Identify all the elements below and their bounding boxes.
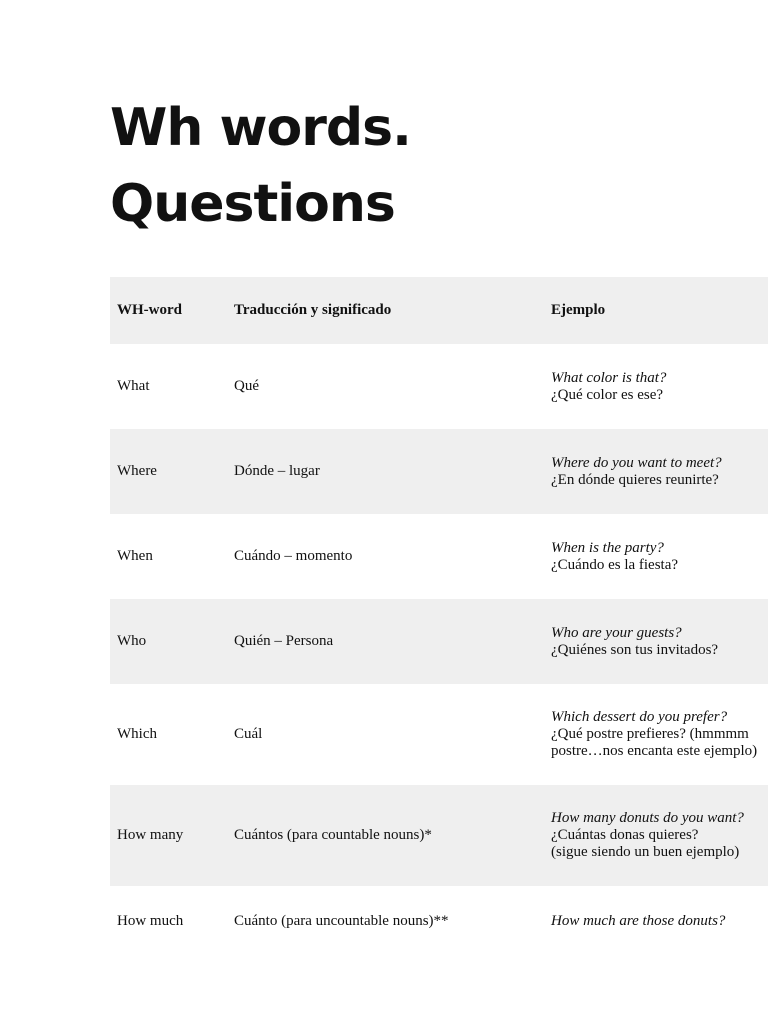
- example-cell: [544, 913, 768, 930]
- example-spanish: ¿Qué color es ese?: [551, 386, 664, 403]
- table-row: [110, 429, 768, 514]
- translation-cell: Cuánto (para uncountable nouns)**: [234, 912, 449, 929]
- translation-cell: Quién – Persona: [234, 633, 334, 649]
- wh-word-cell: What: [117, 378, 150, 394]
- example-spanish: ¿Qué postre prefieres? (hmmmm: [551, 726, 749, 742]
- example-english: What color is that?: [551, 369, 667, 386]
- wh-words-table: [110, 277, 768, 956]
- header-wh-word: WH-word: [117, 302, 182, 318]
- example-cell: [544, 455, 768, 489]
- wh-word-cell: How much: [117, 912, 184, 929]
- header-example: Ejemplo: [551, 302, 606, 318]
- translation-cell: Cuál: [234, 726, 263, 742]
- example-cell: [544, 370, 768, 404]
- translation-cell: Cuántos (para countable nouns)*: [234, 827, 432, 843]
- example-cell: [544, 540, 768, 574]
- example-cell: [544, 625, 768, 659]
- example-spanish: ¿En dónde quieres reunirte?: [551, 471, 719, 488]
- translation-cell: Dónde – lugar: [234, 463, 320, 479]
- table-row: [110, 514, 768, 599]
- table-row: [110, 886, 768, 956]
- wh-word-cell: Where: [117, 463, 157, 479]
- table-row: [110, 684, 768, 785]
- example-spanish: postre…nos encanta este ejemplo): [551, 743, 758, 759]
- example-cell: [544, 810, 768, 861]
- example-english: Who are your guests?: [551, 624, 682, 641]
- example-english: How many donuts do you want?: [551, 810, 744, 826]
- header-translation: Traducción y significado: [234, 302, 392, 318]
- table-header-row: [110, 277, 768, 344]
- wh-word-cell: Who: [117, 633, 147, 649]
- example-english: When is the party?: [551, 539, 664, 556]
- translation-cell: Cuándo – momento: [234, 548, 353, 564]
- page-title: [110, 90, 670, 242]
- example-spanish: (sigue siendo un buen ejemplo): [551, 844, 740, 860]
- table-row: [110, 344, 768, 429]
- example-english: How much are those donuts?: [551, 912, 726, 929]
- example-spanish: ¿Cuántas donas quieres?: [551, 827, 699, 843]
- wh-word-cell: How many: [117, 827, 184, 843]
- example-spanish: ¿Quiénes son tus invitados?: [551, 641, 719, 658]
- translation-cell: Qué: [234, 378, 259, 394]
- wh-word-cell: Which: [117, 726, 157, 742]
- example-cell: [544, 709, 768, 760]
- example-english: Where do you want to meet?: [551, 454, 722, 471]
- example-spanish: ¿Cuándo es la fiesta?: [551, 556, 679, 573]
- table-row: [110, 785, 768, 886]
- table-row: [110, 599, 768, 684]
- wh-word-cell: When: [117, 548, 153, 564]
- page-title-line-1: Wh words.: [110, 98, 411, 158]
- page-title-line-2: Questions: [110, 174, 395, 234]
- example-english: Which dessert do you prefer?: [551, 709, 728, 725]
